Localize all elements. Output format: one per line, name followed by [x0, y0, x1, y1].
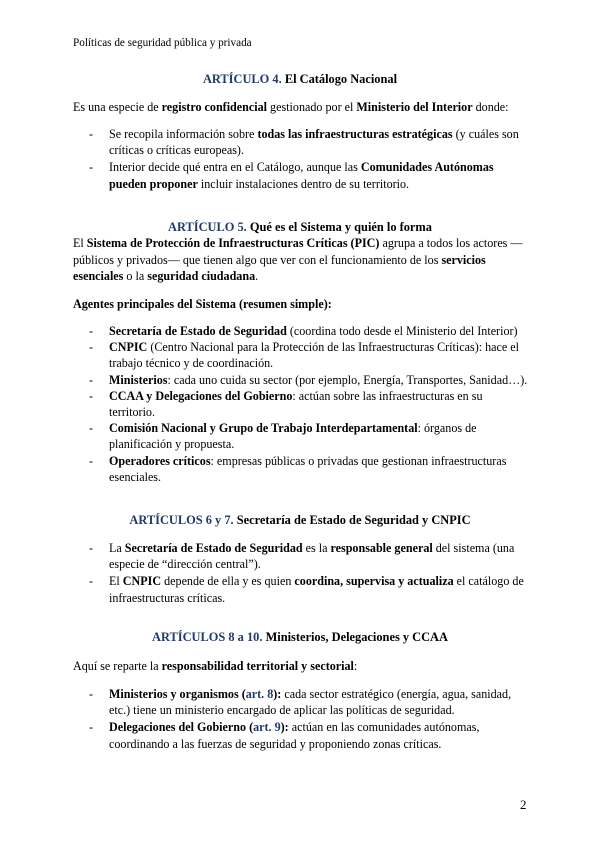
list-item: [89, 686, 529, 718]
text-run: cada sector estratégico (energía, agua, sanidad, etc.) tiene un ministerio encargado de aplicar las políticas de seguridad.: [109, 687, 512, 718]
list-item: [89, 453, 529, 485]
text-run: Se recopila información sobre: [109, 127, 258, 141]
bold-text: seguridad ciudadana: [147, 269, 256, 283]
bold-text: Ministerios y organismos (: [109, 687, 246, 701]
heading-art810: [73, 630, 527, 645]
art4-intro: [73, 99, 533, 116]
bold-text: Ministerios: [109, 372, 168, 387]
text-run: .: [255, 269, 259, 283]
art5-list: [89, 323, 529, 485]
bold-text: Sistema de Protección de Infraestructuras Críticas (PIC): [86, 236, 380, 250]
text-run: Interior decide qué entra en el Catálogo, aunque las: [109, 160, 361, 175]
list-item: [89, 540, 529, 572]
list-item: [89, 126, 529, 158]
text-run: : empresas públicas o privadas que gestionan infraestructuras esenciales.: [109, 453, 507, 484]
art5-intro: [73, 235, 533, 285]
art5-title: Qué es el Sistema y quién lo forma: [249, 220, 432, 234]
art810-title: Ministerios, Delegaciones y CCAA: [265, 630, 448, 644]
bold-text: servicios esenciales: [73, 252, 486, 283]
bold-text: Secretaría de Estado de Seguridad: [124, 541, 303, 555]
bold-text: responsabilidad territorial y sectorial: [161, 659, 354, 673]
list-item: [89, 159, 529, 191]
text-run: : cada uno cuida su sector (por ejemplo, Energía, Transportes, Sanidad…).: [167, 372, 528, 387]
article-link[interactable]: art. 8: [245, 687, 274, 701]
art5-label: ARTÍCULO 5.: [168, 220, 247, 234]
art67-list: [89, 540, 529, 607]
bold-text: CNPIC: [122, 574, 162, 589]
list-item: [89, 573, 529, 605]
art810-list: [89, 686, 529, 753]
bold-text: ):: [280, 720, 289, 735]
bold-text: Ministerio del Interior: [356, 100, 473, 114]
art4-label: ARTÍCULO 4.: [202, 72, 282, 86]
text-run: (y cuáles son críticas o críticas europeas).: [109, 127, 519, 158]
list-item: [89, 323, 529, 339]
text-run: : actúan sobre las infraestructuras en su territorio.: [109, 388, 483, 420]
art67-label: ARTÍCULOS 6 y 7.: [129, 513, 234, 527]
art810-label: ARTÍCULOS 8 a 10.: [152, 630, 263, 644]
bold-text: todas las infraestructuras estratégicas: [257, 127, 453, 141]
bold-text: Delegaciones del Gobierno (: [109, 720, 254, 735]
bold-text: ):: [273, 687, 282, 701]
bold-text: Operadores críticos: [109, 453, 211, 468]
art4-title: El Catálogo Nacional: [284, 72, 398, 86]
text-run: La: [109, 541, 125, 555]
text-run: El: [109, 574, 123, 589]
text-run: donde:: [472, 100, 509, 114]
list-item: [89, 372, 529, 388]
text-run: : órganos de planificación y propuesta.: [109, 421, 477, 452]
text-run: incluir instalaciones dentro de su territorio.: [197, 176, 410, 191]
agents-title: Agentes principales del Sistema (resumen simple):: [73, 297, 332, 311]
page-number: 2: [520, 797, 527, 812]
art67-title: Secretaría de Estado de Seguridad y CNPIC: [236, 513, 471, 527]
text-run: :: [353, 659, 358, 673]
text-run: el catálogo de infraestructuras críticas.: [109, 574, 524, 605]
bold-text: coordina, supervisa y actualiza: [294, 574, 454, 589]
text-run: gestionado por el: [267, 100, 357, 114]
text-run: agrupa a todos los actores —públicos y privados— que tienen algo que ver con el funcionamiento de los: [73, 236, 523, 267]
text-run: actúan en las comunidades autónomas, coordinando a las fuerzas de seguridad y proponiendo zonas críticas.: [109, 720, 480, 751]
heading-art5: [73, 220, 527, 235]
text-run: Aquí se reparte la: [73, 659, 162, 673]
text-run: depende de ella y es quien: [161, 574, 295, 589]
text-run: Es una especie de: [73, 100, 162, 114]
art810-intro: [73, 658, 533, 675]
bold-text: Comunidades Autónomas pueden proponer: [109, 160, 494, 191]
heading-art4: [73, 72, 527, 87]
text-run: es la: [302, 541, 331, 555]
list-item: [89, 388, 529, 420]
bold-text: Secretaría de Estado de Seguridad: [109, 324, 287, 338]
bold-text: registro confidencial: [161, 100, 268, 114]
text-run: El: [73, 236, 87, 250]
article-link[interactable]: art. 9: [253, 720, 281, 735]
text-run: (Centro Nacional para la Protección de las Infraestructuras Críticas): hace el trabajo técnico y de coordinación.: [109, 340, 520, 371]
page-header: Políticas de seguridad pública y privada: [73, 37, 252, 49]
text-run: (coordina todo desde el Ministerio del Interior): [286, 324, 518, 338]
list-item: [89, 420, 529, 452]
art4-list: [89, 126, 529, 193]
bold-text: CCAA y Delegaciones del Gobierno: [109, 388, 293, 403]
bold-text: CNPIC: [109, 340, 148, 355]
heading-art67: [73, 513, 527, 528]
bold-text: responsable general: [330, 541, 433, 555]
text-run: del sistema (una especie de “dirección central”).: [109, 541, 515, 572]
list-item: [89, 339, 529, 371]
list-item: [89, 719, 529, 751]
bold-text: Comisión Nacional y Grupo de Trabajo Interdepartamental: [109, 421, 418, 436]
text-run: o la: [123, 269, 148, 283]
